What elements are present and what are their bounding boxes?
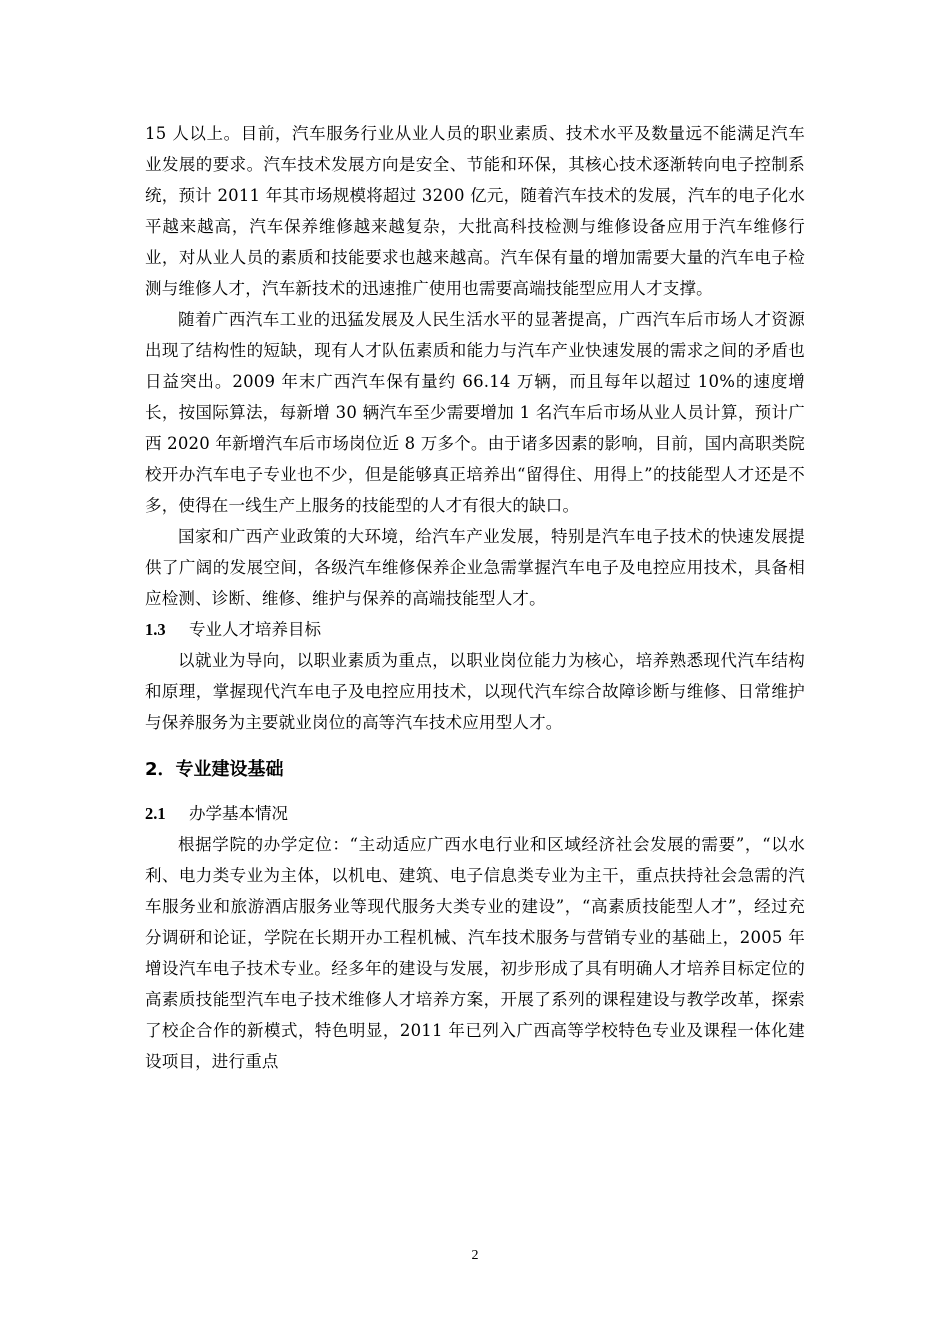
body-paragraph: 根据学院的办学定位：“主动适应广西水电行业和区域经济社会发展的需要”，“以水利、电力类专业为主体，以机电、建筑、电子信息类专业为主干，重点扶持社会急需的汽车服务业和旅游酒店服务业等现代服务大类专业的建设”，“高素质技能型人才”，经过充分调研和论证，学院在长期开办工程机械、汽车技术服务与营销专业的基础上，2005 年增设汽车电子技术专业。经多年的建设与发展，初步形成了具有明确人才培养目标定位的高素质技能型汽车电子技术维修人才培养方案，开展了系列的课程建设与教学改革，探索了校企合作的新模式，特色明显，2011 年已列入广西高等学校特色专业及课程一体化建设项目，进行重点 xyxy=(145,835,805,1071)
chapter-heading-2: 2．专业建设基础 xyxy=(145,759,284,780)
section-title: 专业人才培养目标 xyxy=(189,620,321,639)
body-paragraph: 国家和广西产业政策的大环境，给汽车产业发展，特别是汽车电子技术的快速发展提供了广阔的发展空间，各级汽车维修保养企业急需掌握汽车电子及电控应用技术，具备相应检测、诊断、维修、维护与保养的高端技能型人才。 xyxy=(145,527,805,608)
section-number: 1.3 xyxy=(145,620,166,639)
body-paragraph: 随着广西汽车工业的迅猛发展及人民生活水平的显著提高，广西汽车后市场人才资源出现了结构性的短缺，现有人才队伍素质和能力与汽车产业快速发展的需求之间的矛盾也日益突出。2009 年末广西汽车保有量约 66.14 万辆，而且每年以超过 10%的速度增长，按国际算法，每新增 30 辆汽车至少需要增加 1 名汽车后市场从业人员计算，预计广西 2020 年新增汽车后市场岗位近 8 万多个。由于诸多因素的影响，目前，国内高职类院校开办汽车电子专业也不少，但是能够真正培养出“留得住、用得上”的技能型人才还是不多，使得在一线生产上服务的技能型的人才有很大的缺口。 xyxy=(145,310,805,515)
body-paragraph: 15 人以上。目前，汽车服务行业从业人员的职业素质、技术水平及数量远不能满足汽车业发展的要求。汽车技术发展方向是安全、节能和环保，其核心技术逐渐转向电子控制系统，预计 2011 年其市场规模将超过 3200 亿元，随着汽车技术的发展，汽车的电子化水平越来越高，汽车保养维修越来越复杂，大批高科技检测与维修设备应用于汽车维修行业，对从业人员的素质和技能要求也越来越高。汽车保有量的增加需要大量的汽车电子检测与维修人才，汽车新技术的迅速推广使用也需要高端技能型应用人才支撑。 xyxy=(145,124,805,298)
body-paragraph: 以就业为导向，以职业素质为重点，以职业岗位能力为核心，培养熟悉现代汽车结构和原理，掌握现代汽车电子及电控应用技术，以现代汽车综合故障诊断与维修、日常维护与保养服务为主要就业岗位的高等汽车技术应用型人才。 xyxy=(145,651,805,732)
section-number: 2.1 xyxy=(145,804,166,823)
section-heading-1-3 xyxy=(145,614,805,645)
spacer xyxy=(145,788,805,798)
section-title: 办学基本情况 xyxy=(189,804,288,823)
section-heading-2-1 xyxy=(145,798,805,829)
page-body xyxy=(145,118,805,1077)
page-number: 2 xyxy=(471,1248,479,1263)
